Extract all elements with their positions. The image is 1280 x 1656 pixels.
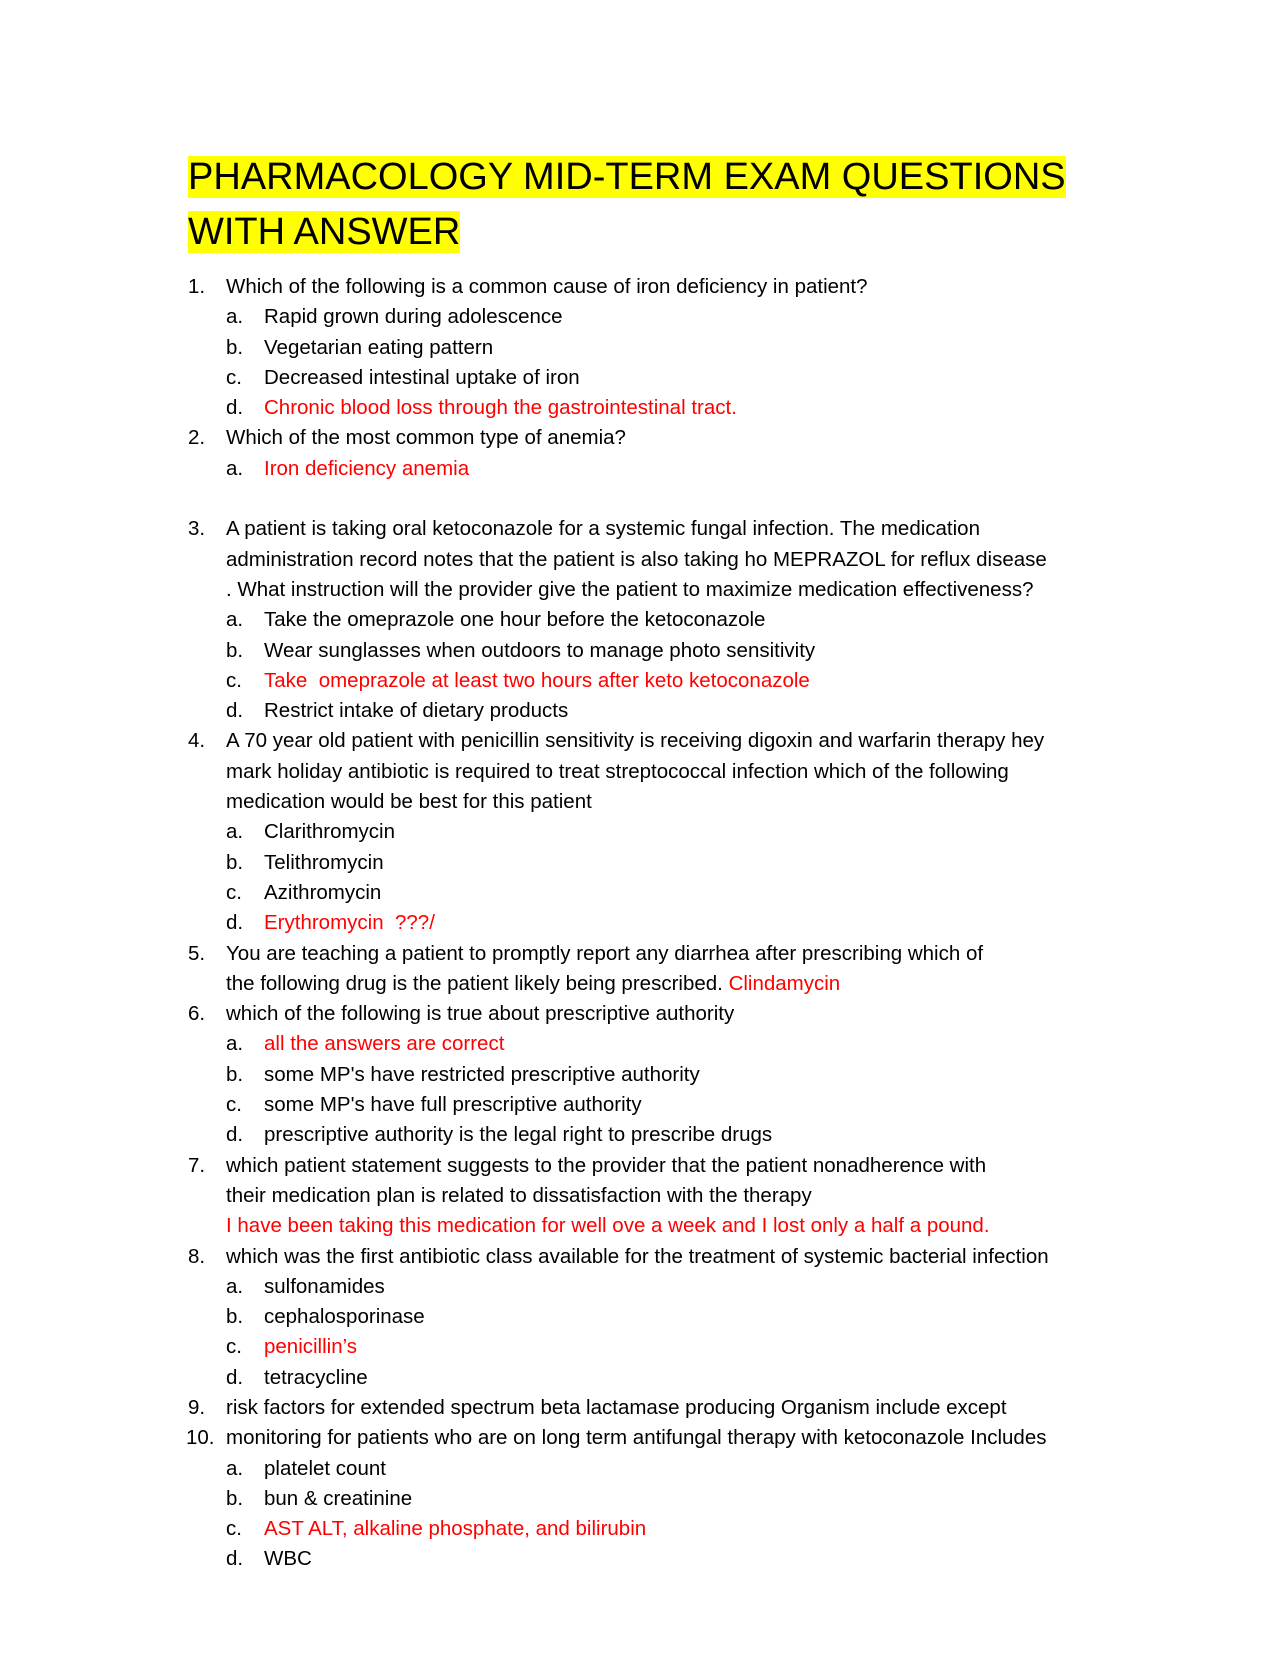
option-b — [188, 1060, 1088, 1090]
option-b — [188, 636, 1088, 666]
option-letter: d. — [226, 1547, 244, 1571]
option-letter: c. — [226, 365, 242, 389]
question-text: which was the first antibiotic class available for the treatment of systemic bacterial infection — [226, 1244, 1049, 1268]
option-text: sulfonamides — [264, 1274, 385, 1298]
question-text-line-2: mark holiday antibiotic is required to treat streptococcal infection which of the following — [226, 759, 1009, 783]
option-d — [188, 1363, 1088, 1393]
option-text: cephalosporinase — [264, 1305, 425, 1329]
question-2 — [188, 423, 1088, 453]
question-6 — [188, 999, 1088, 1029]
option-text: platelet count — [264, 1456, 386, 1480]
question-number: 1. — [188, 275, 206, 298]
option-c — [188, 1090, 1088, 1120]
option-letter: a. — [226, 820, 244, 844]
option-letter: a. — [226, 456, 244, 480]
option-text: Decreased intestinal uptake of iron — [264, 365, 580, 389]
option-a — [188, 1454, 1088, 1484]
option-text: Azithromycin — [264, 880, 382, 904]
question-text: risk factors for extended spectrum beta lactamase producing Organism include except — [226, 1395, 1007, 1419]
option-a-answer — [188, 1029, 1088, 1059]
answer-text: I have been taking this medication for well ove a week and I lost only a half a pound. — [226, 1214, 990, 1238]
question-text-line-1: A 70 year old patient with penicillin sensitivity is receiving digoxin and warfarin therapy hey — [226, 729, 1045, 753]
question-text-line-1: You are teaching a patient to promptly report any diarrhea after prescribing which of — [226, 941, 984, 965]
option-letter: a. — [226, 1274, 244, 1298]
question-number: 3. — [188, 517, 206, 541]
option-a — [188, 1272, 1088, 1302]
question-text-line-1: which patient statement suggests to the provider that the patient nonadherence with — [226, 1153, 987, 1177]
option-letter: c. — [226, 880, 242, 904]
question-1 — [188, 272, 1088, 302]
question-number: 4. — [188, 729, 206, 753]
option-letter: d. — [226, 1365, 244, 1389]
question-number: 5. — [188, 941, 206, 965]
option-letter: c. — [226, 1335, 242, 1359]
blank-line — [188, 484, 1088, 514]
answer-text: Erythromycin ???/ — [264, 911, 435, 935]
question-text-line-2: their medication plan is related to dissatisfaction with the therapy — [226, 1183, 812, 1207]
option-a-answer — [188, 454, 1088, 484]
option-c — [188, 878, 1088, 908]
question-list — [188, 272, 1088, 1575]
option-text: prescriptive authority is the legal right to prescribe drugs — [264, 1123, 773, 1147]
option-d — [188, 696, 1088, 726]
question-text-line-3: . What instruction will the provider give the patient to maximize medication effectiveness? — [226, 577, 1034, 601]
question-8 — [188, 1242, 1088, 1272]
title-line-2: WITH ANSWER — [188, 211, 461, 253]
option-letter: c. — [226, 1517, 242, 1541]
exam-page — [188, 150, 1088, 1575]
question-text-line-2: administration record notes that the patient is also taking ho MEPRAZOL for reflux disease — [226, 547, 1047, 571]
option-c-answer — [188, 1514, 1088, 1544]
question-number: 8. — [188, 1244, 206, 1268]
option-b — [188, 333, 1088, 363]
option-b — [188, 1302, 1088, 1332]
option-text: Restrict intake of dietary products — [264, 699, 569, 723]
option-letter: d. — [226, 1123, 244, 1147]
option-letter: b. — [226, 335, 244, 359]
option-text: Take the omeprazole one hour before the ketoconazole — [264, 608, 766, 632]
question-10 — [188, 1423, 1088, 1453]
question-number: 10. — [186, 1426, 215, 1450]
option-letter: b. — [226, 850, 244, 874]
option-d-answer — [188, 908, 1088, 938]
question-text: monitoring for patients who are on long term antifungal therapy with ketoconazole Includes — [226, 1426, 1047, 1450]
question-7 — [188, 1151, 1088, 1242]
option-text: bun & creatinine — [264, 1486, 413, 1510]
option-b — [188, 1484, 1088, 1514]
option-letter: a. — [226, 305, 244, 329]
question-text-line-2: the following drug is the patient likely being prescribed. — [226, 971, 723, 995]
option-c-answer — [188, 1332, 1088, 1362]
option-letter: a. — [226, 1456, 244, 1480]
question-text-line-1: A patient is taking oral ketoconazole for a systemic fungal infection. The medication — [226, 517, 980, 541]
answer-text: Take omeprazole at least two hours after keto ketoconazole — [264, 668, 810, 692]
option-text: some MP's have restricted prescriptive authority — [264, 1062, 700, 1086]
option-letter: a. — [226, 1032, 244, 1056]
option-text: Wear sunglasses when outdoors to manage photo sensitivity — [264, 638, 816, 662]
option-letter: c. — [226, 668, 242, 692]
question-text: Which of the following is a common cause of iron deficiency in patient? — [226, 275, 868, 298]
option-text: Rapid grown during adolescence — [264, 305, 563, 329]
option-letter: c. — [226, 1093, 242, 1117]
page-title — [188, 150, 1088, 260]
option-letter: a. — [226, 608, 244, 632]
option-b — [188, 848, 1088, 878]
option-letter: b. — [226, 1486, 244, 1510]
option-text: Clarithromycin — [264, 820, 395, 844]
option-letter: b. — [226, 1305, 244, 1329]
title-line-1: PHARMACOLOGY MID-TERM EXAM QUESTIONS — [188, 156, 1066, 198]
answer-text: Clindamycin — [728, 971, 841, 995]
question-text: which of the following is true about prescriptive authority — [226, 1002, 735, 1026]
answer-text: all the answers are correct — [264, 1032, 505, 1056]
question-number: 6. — [188, 1002, 206, 1026]
option-a — [188, 302, 1088, 332]
answer-text: penicillin’s — [264, 1335, 358, 1359]
option-a — [188, 817, 1088, 847]
question-number: 2. — [188, 426, 206, 450]
question-3 — [188, 514, 1088, 605]
option-text: some MP's have full prescriptive authority — [264, 1093, 642, 1117]
option-letter: d. — [226, 911, 244, 935]
option-d — [188, 1120, 1088, 1150]
question-number: 9. — [188, 1395, 206, 1419]
option-letter: b. — [226, 1062, 244, 1086]
question-4 — [188, 726, 1088, 817]
answer-text: Iron deficiency anemia — [264, 456, 470, 480]
option-c-answer — [188, 666, 1088, 696]
option-letter: d. — [226, 699, 244, 723]
question-text: Which of the most common type of anemia? — [226, 426, 626, 450]
option-letter: d. — [226, 396, 244, 420]
question-5 — [188, 939, 1088, 1000]
option-a — [188, 605, 1088, 635]
option-text: tetracycline — [264, 1365, 368, 1389]
answer-text: Chronic blood loss through the gastrointestinal tract. — [264, 396, 737, 420]
option-d-answer — [188, 393, 1088, 423]
answer-text: AST ALT, alkaline phosphate, and bilirubin — [264, 1517, 647, 1541]
option-text: Vegetarian eating pattern — [264, 335, 494, 359]
option-text: Telithromycin — [264, 850, 384, 874]
option-letter: b. — [226, 638, 244, 662]
option-c — [188, 363, 1088, 393]
question-number: 7. — [188, 1153, 206, 1177]
option-d — [188, 1544, 1088, 1574]
question-text-line-3: medication would be best for this patient — [226, 790, 592, 814]
option-text: WBC — [264, 1547, 312, 1571]
question-9 — [188, 1393, 1088, 1423]
